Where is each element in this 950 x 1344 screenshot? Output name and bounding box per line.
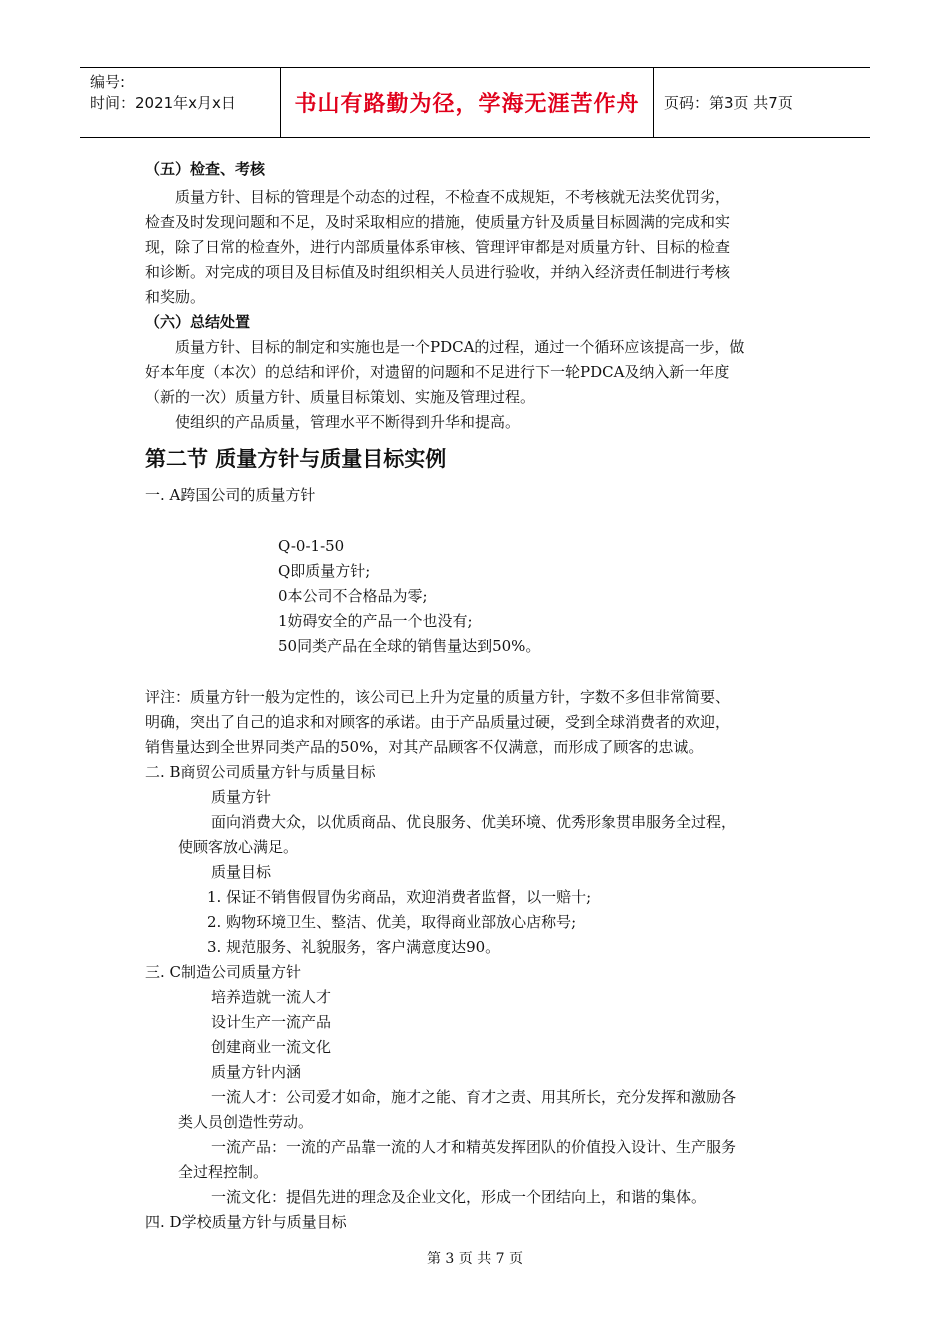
page-footer: 第 3 页 共 7 页 [426, 1251, 524, 1267]
document-time-label: 时间：2021年x月x日 [90, 94, 236, 112]
section-heading-inspection: （五）检查、考核 [145, 160, 266, 178]
paragraph-line: 检查及时发现问题和不足，及时采取相应的措施，使质量方针及质量目标圆满的完成和实 [145, 213, 731, 231]
goal-item: 3. 规范服务、礼貌服务，客户满意度达90。 [207, 938, 501, 956]
section-title: 第二节 质量方针与质量目标实例 [145, 447, 447, 471]
header-meta [80, 68, 281, 137]
sub-label: 质量方针 [211, 788, 272, 806]
policy-line: 设计生产一流产品 [211, 1013, 332, 1031]
paragraph-line: 好本年度（本次）的总结和评价，对遗留的问题和不足进行下一轮PDCA及纳入新一年度 [145, 363, 730, 381]
policy-line: 50同类产品在全球的销售量达到50%。 [278, 637, 541, 655]
policy-line: Q-0-1-50 [278, 537, 345, 555]
comment-line: 评注：质量方针一般为定性的，该公司已上升为定量的质量方针，字数不多但非常简要、 [145, 688, 731, 706]
comment-line: 销售量达到全世界同类产品的50%，对其产品顾客不仅满意，而形成了顾客的忠诚。 [145, 738, 704, 756]
document-number-label: 编号: [90, 73, 126, 91]
section-heading-summary: （六）总结处置 [145, 313, 251, 331]
comment-line: 明确，突出了自己的追求和对顾客的承诺。由于产品质量过硬，受到全球消费者的欢迎， [145, 713, 731, 731]
policy-line: 创建商业一流文化 [211, 1038, 332, 1056]
paragraph-line: 使组织的产品质量，管理水平不断得到升华和提高。 [175, 413, 521, 431]
policy-line: 0本公司不合格品为零; [278, 587, 428, 605]
policy-line: 一流人才：公司爱才如命，施才之能、育才之责、用其所长，充分发挥和激励各 [211, 1088, 737, 1106]
policy-line: 类人员创造性劳动。 [178, 1113, 314, 1131]
policy-line: Q即质量方针; [278, 562, 371, 580]
paragraph-line: （新的一次）质量方针、质量目标策划、实施及管理过程。 [145, 388, 536, 406]
page-header [80, 67, 870, 138]
paragraph-line: 质量方针、目标的制定和实施也是一个PDCA的过程，通过一个循环应该提高一步，做 [175, 338, 745, 356]
paragraph-line: 和诊断。对完成的项目及目标值及时组织相关人员进行验收，并纳入经济责任制进行考核 [145, 263, 731, 281]
policy-line: 一流文化：提倡先进的理念及企业文化，形成一个团结向上，和谐的集体。 [211, 1188, 707, 1206]
example-heading-c: 三. C制造公司质量方针 [145, 963, 302, 981]
paragraph-line: 现，除了日常的检查外，进行内部质量体系审核、管理评审都是对质量方针、目标的检查 [145, 238, 731, 256]
header-motto: 书山有路勤为径，学海无涯苦作舟 [281, 68, 654, 137]
paragraph-line: 和奖励。 [145, 288, 206, 306]
paragraph-line: 质量方针、目标的管理是个动态的过程，不检查不成规矩，不考核就无法奖优罚劣， [175, 188, 731, 206]
policy-line: 1妨碍安全的产品一个也没有; [278, 612, 473, 630]
sub-label: 质量目标 [211, 863, 272, 881]
policy-line: 使顾客放心满足。 [178, 838, 299, 856]
example-heading-b: 二. B商贸公司质量方针与质量目标 [145, 763, 376, 781]
policy-line: 培养造就一流人才 [211, 988, 332, 1006]
policy-line: 全过程控制。 [178, 1163, 269, 1181]
goal-item: 1. 保证不销售假冒伪劣商品，欢迎消费者监督，以一赔十; [207, 888, 592, 906]
example-heading-a: 一. A跨国公司的质量方针 [145, 486, 316, 504]
sub-label: 质量方针内涵 [211, 1063, 302, 1081]
header-page-number: 页码：第3页 共7页 [664, 94, 793, 112]
goal-item: 2. 购物环境卫生、整洁、优美，取得商业部放心店称号; [207, 913, 577, 931]
policy-line: 一流产品：一流的产品靠一流的人才和精英发挥团队的价值投入设计、生产服务 [211, 1138, 737, 1156]
policy-line: 面向消费大众，以优质商品、优良服务、优美环境、优秀形象贯串服务全过程， [211, 813, 737, 831]
example-heading-d: 四. D学校质量方针与质量目标 [145, 1213, 347, 1231]
